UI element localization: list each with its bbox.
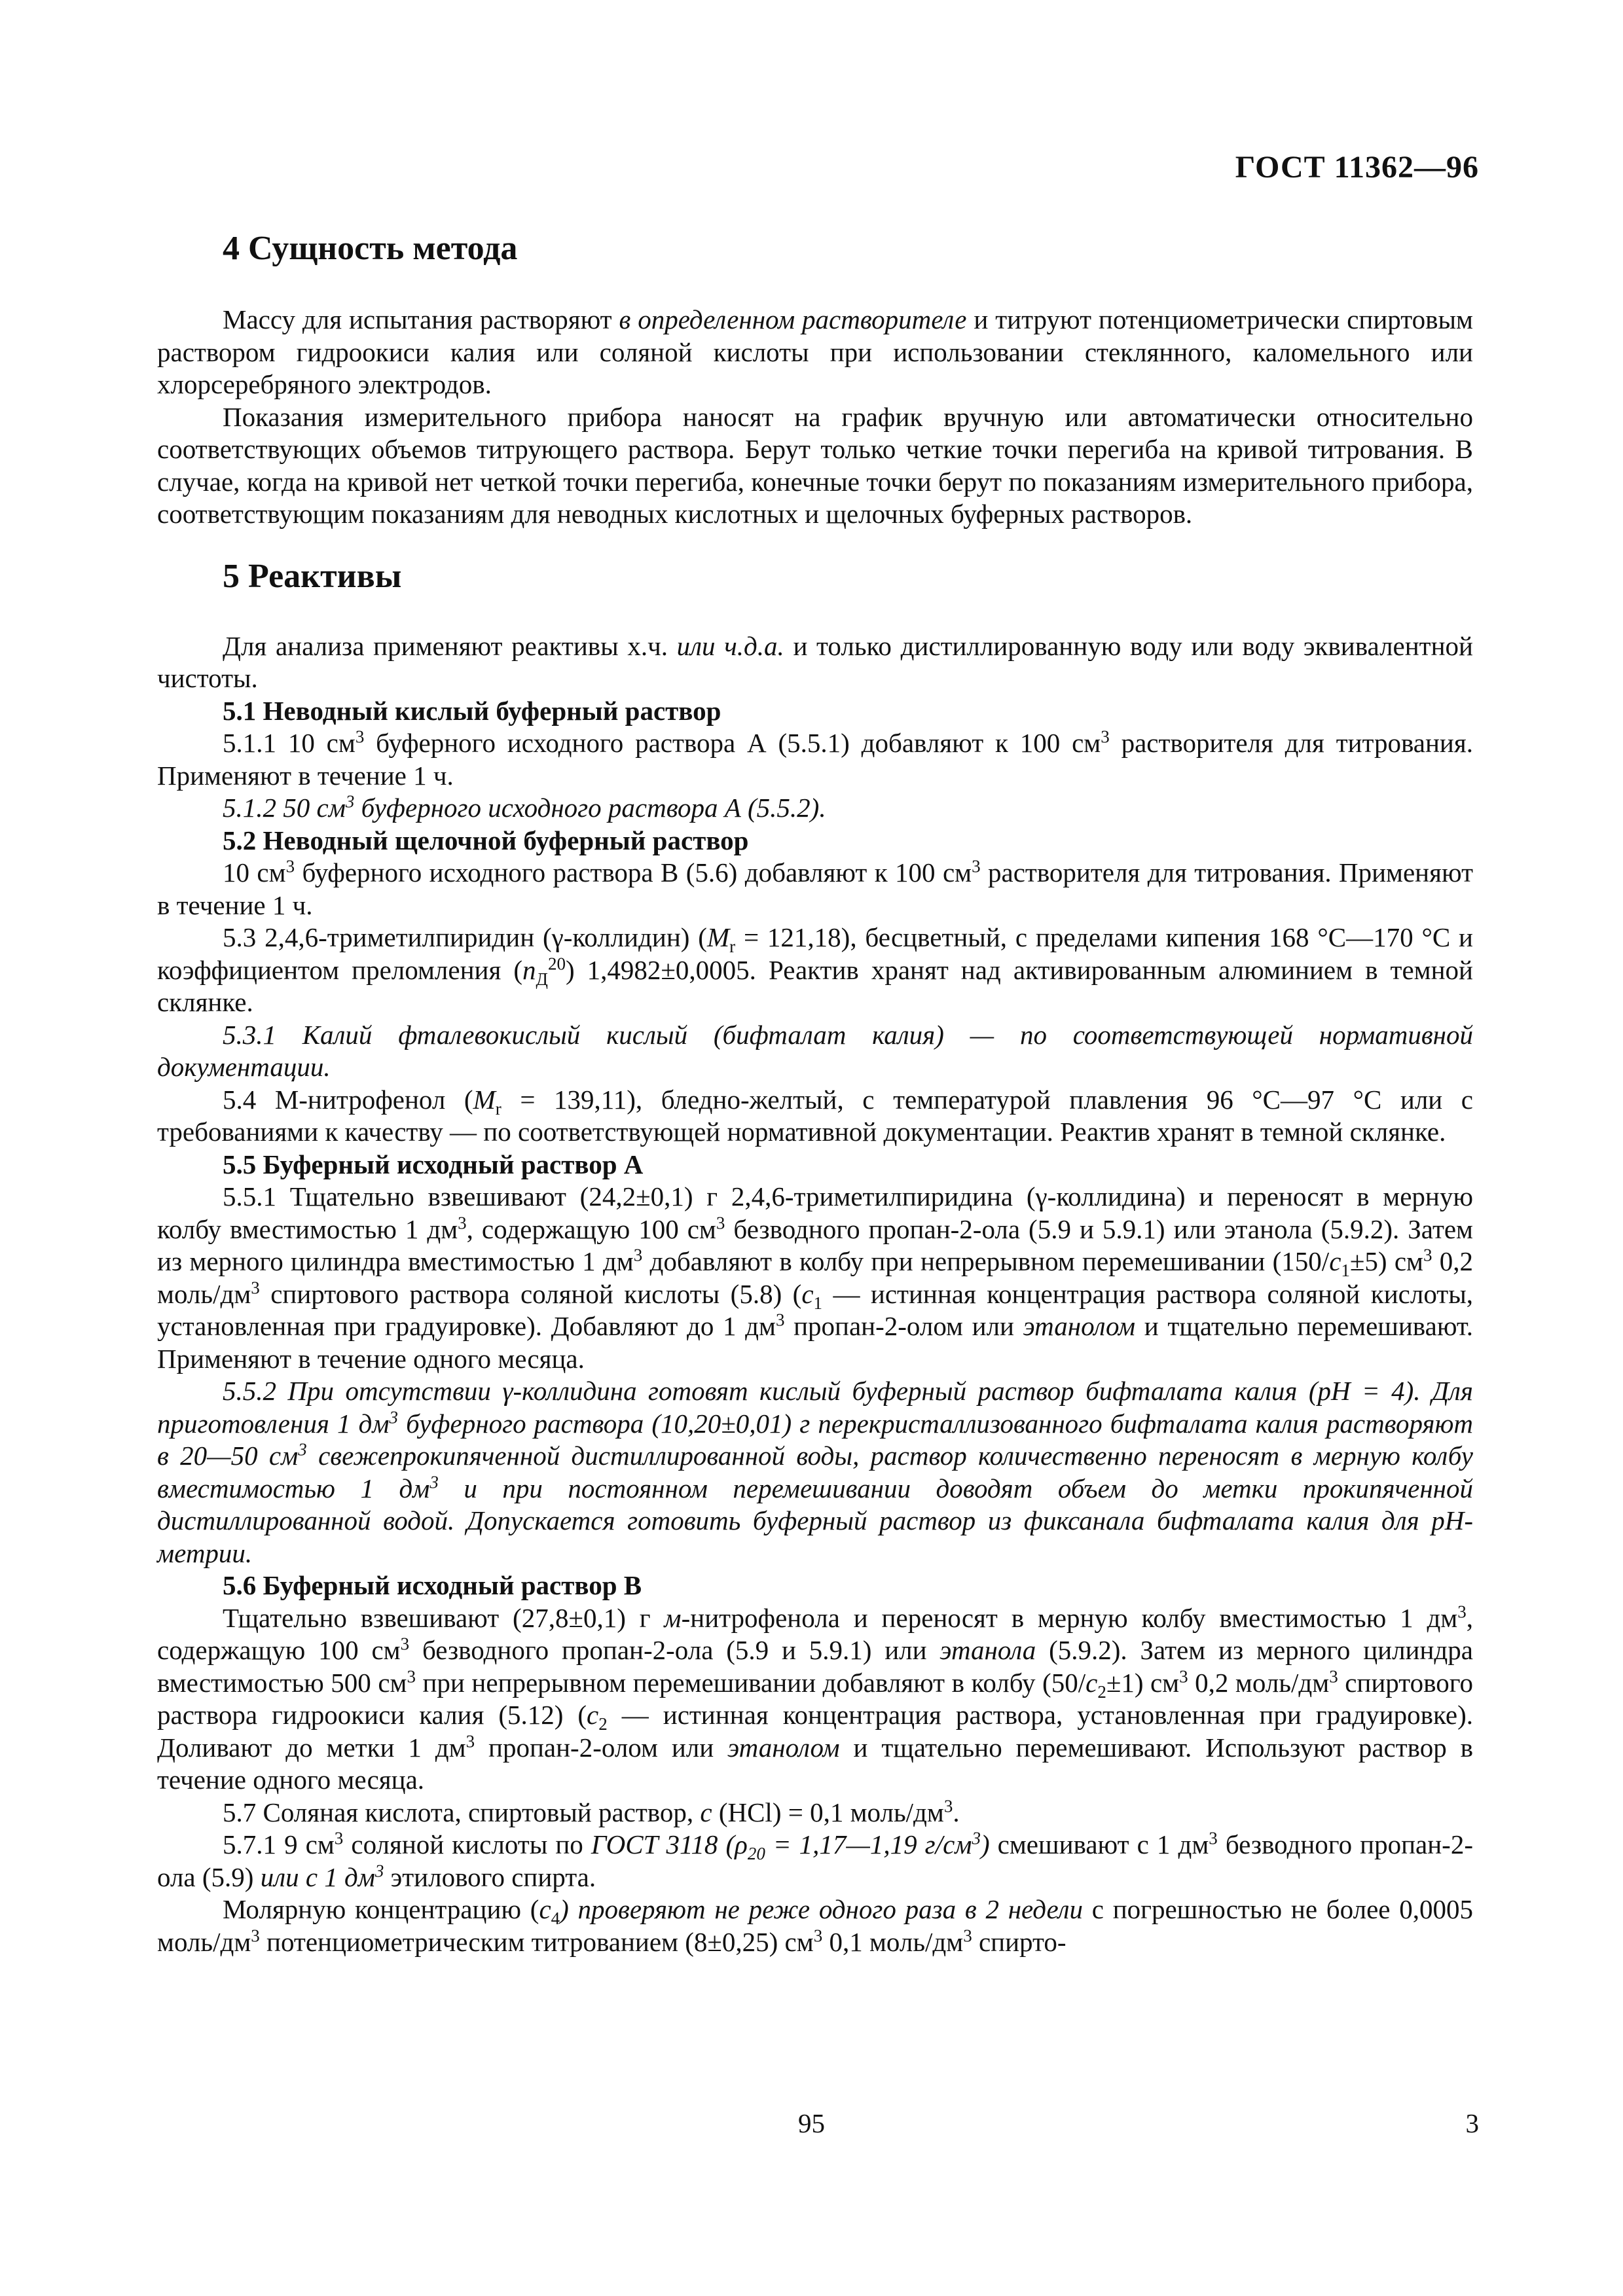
item-5-7-paragraph: Молярную концентрацию $(с_4)$ проверяют не реже одного раза в 2 недели с погрешностью не более 0,0005 моль/$дм^3$ потенциометрическим титрованием (8±0,25) $см^3$ 0,1 моль/$дм^3$ спирто- <box>157 1894 1473 1957</box>
subsection-5-2-paragraph: 10 $см^3$ буферного исходного раствора В (5.6) добавляют к 100 $см^3$ растворителя для титрования. Применяют в течение 1 ч. <box>157 856 1473 920</box>
footer-page-number: 3 <box>1465 2108 1479 2138</box>
section-4-paragraph-1: Массу для испытания растворяют в определенном растворителе и титруют потенциометрически спиртовым раствором гидроокиси калия или соляной кислоты при использовании стеклянного, каломельного или хлорсеребряного электродов. <box>157 304 1473 399</box>
section-5-title: 5 Реактивы <box>223 557 402 595</box>
document-code: ГОСТ 11362—96 <box>1235 150 1479 185</box>
item-5-1-2: 5.1.2 50 $см^3$ буферного исходного раствора А (5.5.2). <box>223 791 826 823</box>
subsection-5-6-paragraph: Тщательно взвешивают (27,8±0,1) г м-нитрофенола и переносят в мерную колбу вместимостью 1 $дм^3$, содержащую 100 $см^3$ безводного пропан-2-ола (5.9 и 5.9.1) или этанола (5.9.2). Затем из мерного цилиндра вместимостью 500 $см^3$ при непрерывном перемешивании добавляют в колбу $(50/c_2\pm 1)$ $см^3$ 0,2 моль/$дм^3$ спиртового раствора гидроокиси калия (5.12) ($c_2$ — истинная концентрация раствора, установленная при градуировке). Доливают до метки 1 $дм^3$ пропан-2-олом или этанолом и тщательно перемешивают. Используют раствор в течение одного месяца. <box>157 1601 1474 1795</box>
item-5-5-1: 5.5.1 Тщательно взвешивают (24,2±0,1) г 2,4,6-триметилпиридина (γ-коллидина) и переносят в мерную колбу вместимостью 1 $дм^3$, содержащую 100 $см^3$ безводного пропан-2-ола (5.9 и 5.9.1) или этанола (5.9.2). Затем из мерного цилиндра вместимостью 1 $дм^3$ добавляют в колбу при непрерывном перемешивании $(150/c_1\pm 5)$ $см^3$ 0,2 моль/$дм^3$ спиртового раствора соляной кислоты (5.8) ($c_1$ — истинная концентрация раствора соляной кислоты, установленная при градуировке). Добавляют до 1 $дм^3$ пропан-2-олом или этанолом и тщательно перемешивают. Применяют в течение одного месяца. <box>157 1181 1474 1374</box>
item-5-7: 5.7 Соляная кислота, спиртовый раствор, с (HCl) = 0,1 моль/$дм^3$. <box>223 1795 960 1827</box>
item-5-7-1: 5.7.1 9 $см^3$ соляной кислоты по ГОСТ 3118 ($\rho_{20}$ = 1,17—1,19 $г/см^3$) смешивают с 1 $дм^3$ безводного пропан-2-ола (5.9) или с 1 $дм^3$ этилового спирта. <box>157 1828 1473 1892</box>
item-5-3: 5.3 2,4,6-триметилпиридин (γ-коллидин) $(M_r = 121,18)$, бесцветный, с пределами кипения 168 °С—170 °С и коэффициентом преломления $(n_Д^{20})$ 1,4982±0,0005. Реактив хранят над активированным алюминием в темной склянке. <box>157 922 1473 1017</box>
document-body <box>157 229 1473 1958</box>
item-5-1-1: 5.1.1 10 $см^3$ буферного исходного раствора А (5.5.1) добавляют к 100 $см^3$ растворителя для титрования. Применяют в течение 1 ч. <box>157 726 1473 791</box>
item-5-5-2: 5.5.2 При отсутствии γ-коллидина готовят кислый буферный раствор бифталата калия (pH = 4). Для приготовления 1 $дм^3$ буферного раствора (10,20±0,01) г перекристаллизованного бифталата калия растворяют в 20—50 $см^3$ свежепрокипяченной дистиллированной воды, раствор количественно переносят в мерную колбу вместимостью 1 $дм^3$ и при постоянном перемешивании доводят объем до метки прокипяченной дистиллированной водой. Допускается готовить буферный раствор из фиксанала бифталата калия для pH-метрии. <box>157 1376 1473 1568</box>
subsection-5-5-title: 5.5 Буферный исходный раствор А <box>223 1149 644 1179</box>
section-5-paragraph-1: Для анализа применяют реактивы х.ч. или ч.д.а. и только дистиллированную воду или воду эквивалентной чистоты. <box>157 630 1473 693</box>
item-5-3-1: 5.3.1 Калий фталевокислый кислый (бифталат калия) — по соответствующей нормативной документации. <box>157 1019 1473 1082</box>
subsection-5-6-title: 5.6 Буферный исходный раствор В <box>223 1570 642 1600</box>
subsection-5-1-title: 5.1 Неводный кислый буферный раствор <box>223 695 721 726</box>
subsection-5-2-title: 5.2 Неводный щелочной буферный раствор <box>223 825 749 855</box>
footer-center-number: 95 <box>798 2108 825 2138</box>
section-4-title: 4 Сущность метода <box>223 230 518 267</box>
item-5-4: 5.4 М-нитрофенол $(M_r = 139,11)$, бледно-желтый, с температурой плавления 96 °С—97 °С или с требованиями к качеству — по соответствующей нормативной документации. Реактив хранят в темной склянке. <box>157 1084 1474 1147</box>
section-4-paragraph-2: Показания измерительного прибора наносят на график вручную или автоматически относительно соответствующих объемов титрующего раствора. Берут только четкие точки перегиба на кривой титрования. В случае, когда на кривой нет четкой точки перегиба, конечные точки берут по показаниям измерительного прибора, соответствующим показаниям для неводных кислотных и щелочных буферных растворов. <box>157 401 1473 529</box>
